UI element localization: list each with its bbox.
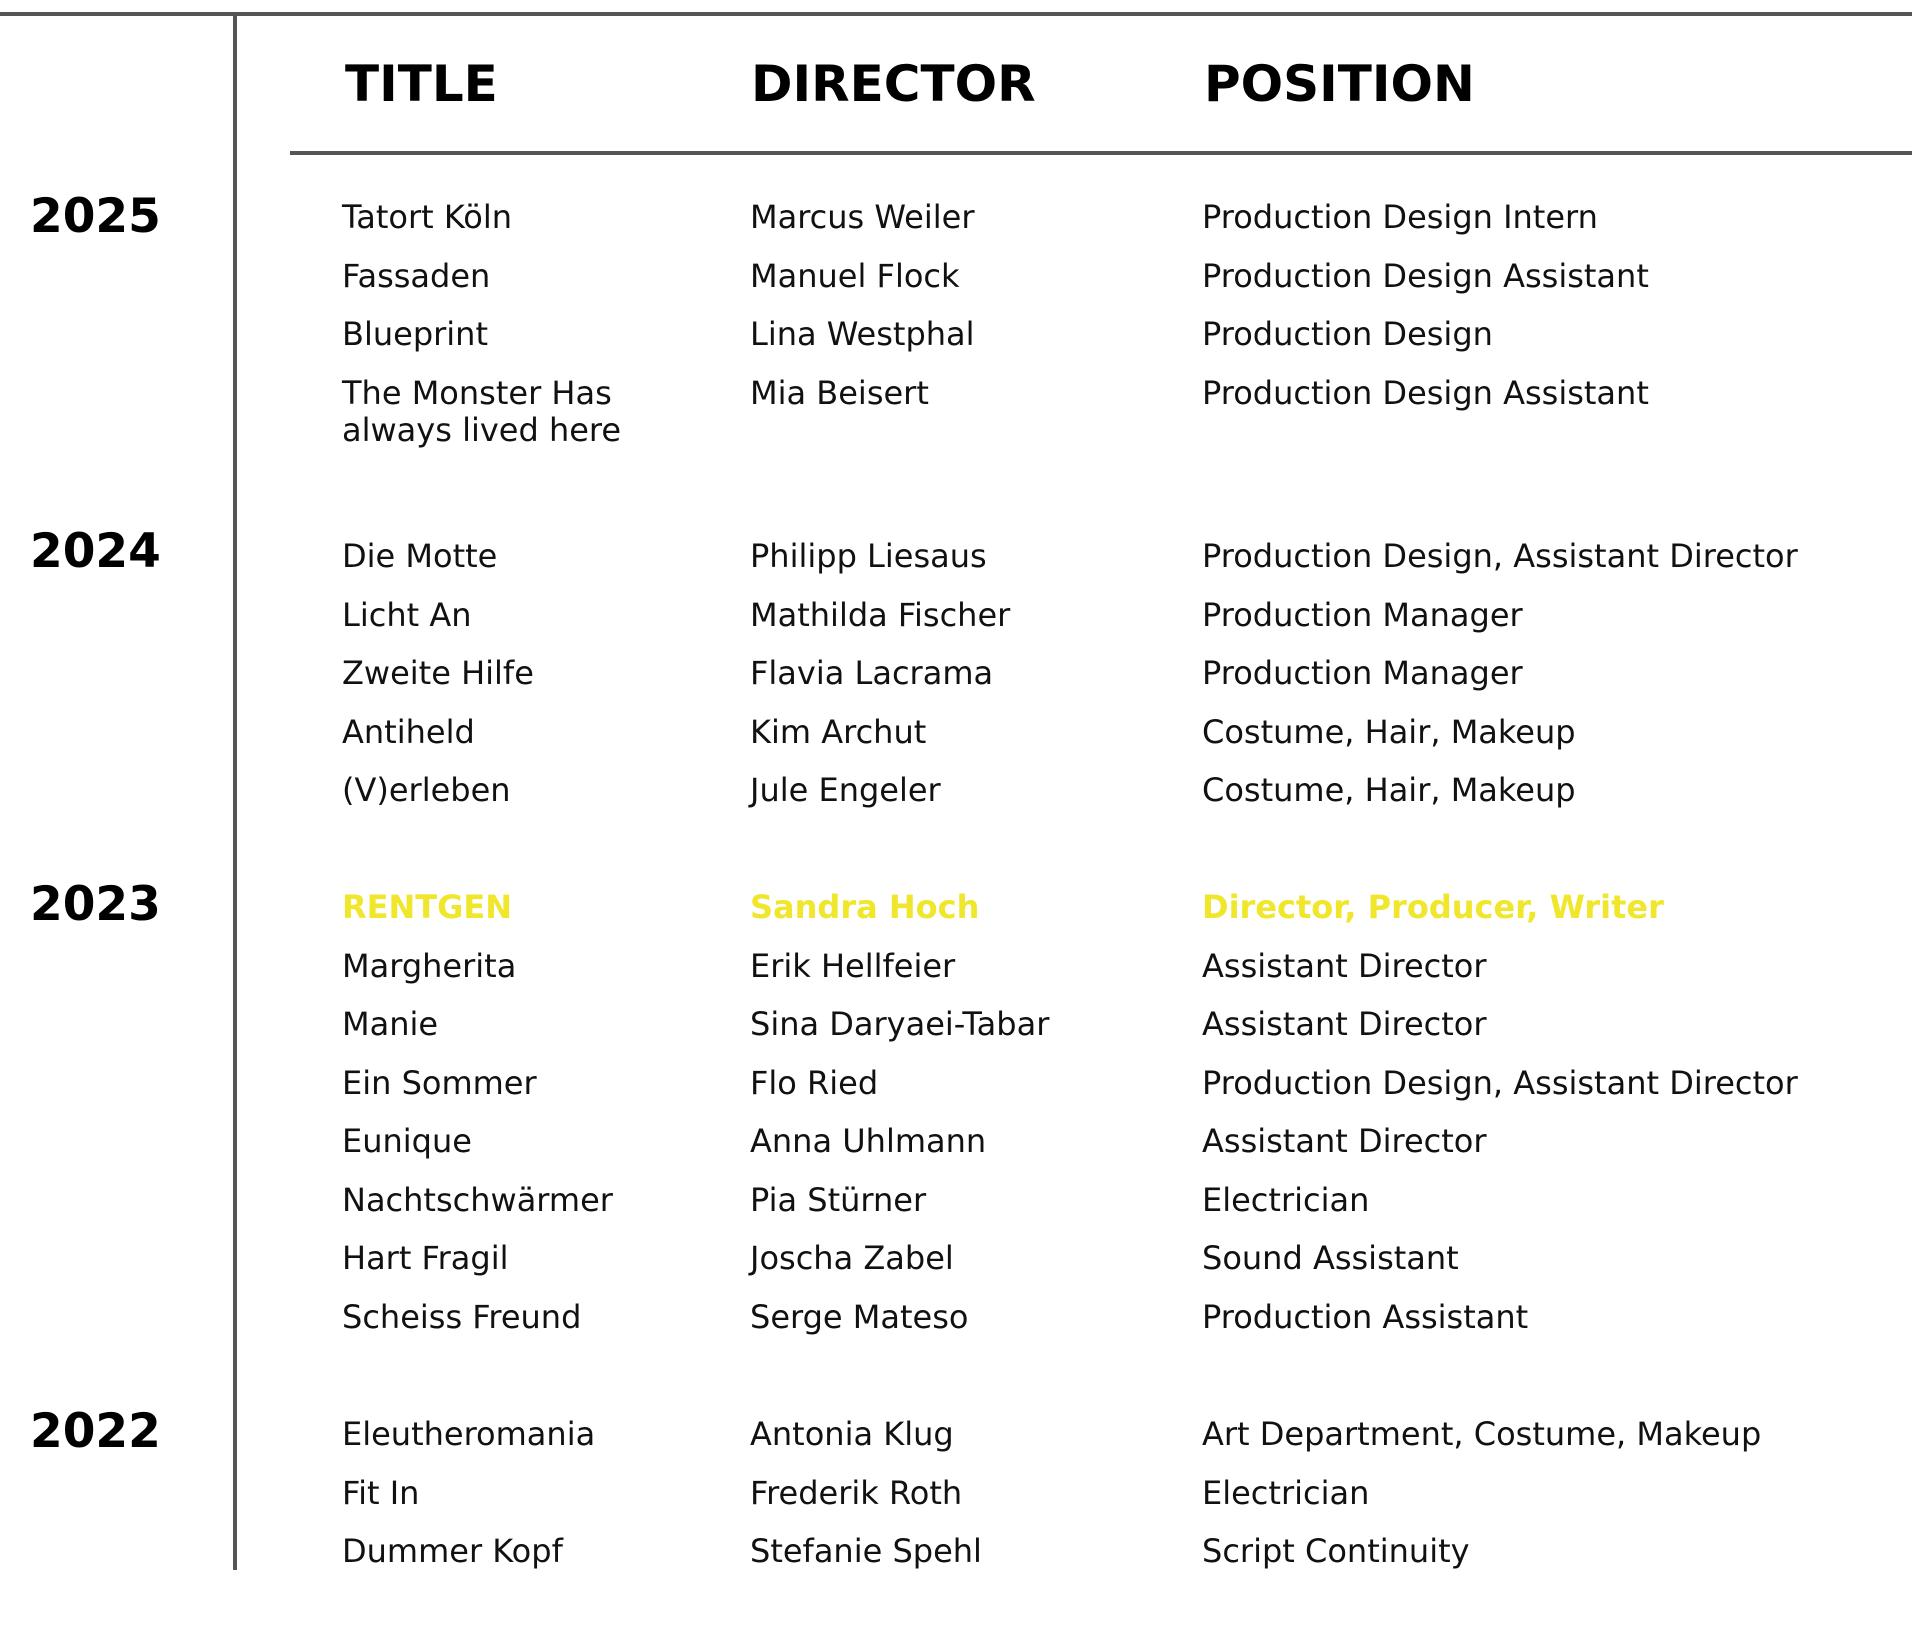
list-item xyxy=(0,714,1920,773)
year-label-2022: 2022 xyxy=(30,1404,161,1459)
entry-title: Scheiss Freund xyxy=(342,1297,582,1336)
list-item xyxy=(0,1299,1920,1358)
entry-title: Eunique xyxy=(342,1122,472,1160)
entry-position: Costume, Hair, Makeup xyxy=(1202,771,1576,809)
entry-director: Manuel Flock xyxy=(750,256,960,295)
entry-director: Joscha Zabel xyxy=(750,1239,954,1277)
list-item xyxy=(0,258,1920,317)
entry-title: Nachtschwärmer xyxy=(342,1180,613,1219)
entry-position: Assistant Director xyxy=(1202,1005,1487,1043)
entry-director: Sandra Hoch xyxy=(750,888,980,926)
entry-director: Lina Westphal xyxy=(750,315,975,353)
entry-title: Zweite Hilfe xyxy=(342,654,534,692)
entry-director: Serge Mateso xyxy=(750,1297,969,1336)
entry-director: Anna Uhlmann xyxy=(750,1122,987,1160)
entry-title: Licht An xyxy=(342,595,472,634)
column-header-title: TITLE xyxy=(345,55,498,113)
entry-title: Dummer Kopf xyxy=(342,1532,563,1570)
list-item xyxy=(0,199,1920,258)
entry-title: Fit In xyxy=(342,1473,420,1512)
entry-position: Sound Assistant xyxy=(1202,1239,1459,1277)
entry-director: Jule Engeler xyxy=(750,771,941,809)
entry-title: The Monster Has always lived here xyxy=(342,373,622,449)
entry-title: (V)erleben xyxy=(342,771,511,809)
top-rule xyxy=(0,12,1912,16)
entry-title: Tatort Köln xyxy=(342,198,512,236)
entry-title: Manie xyxy=(342,1005,439,1043)
entry-director: Frederik Roth xyxy=(750,1473,963,1512)
entry-position: Production Design, Assistant Director xyxy=(1202,1063,1798,1102)
list-item xyxy=(0,1123,1920,1182)
entry-position: Electrician xyxy=(1202,1473,1370,1512)
year-label-2023: 2023 xyxy=(30,877,161,932)
year-group-2023 xyxy=(0,889,1920,1357)
entry-position: Assistant Director xyxy=(1202,1122,1487,1160)
list-item-highlighted xyxy=(0,889,1920,948)
header-rule xyxy=(290,151,1912,155)
entry-director: Erik Hellfeier xyxy=(750,946,956,985)
year-group-2025 xyxy=(0,198,1920,449)
list-item xyxy=(0,1475,1920,1534)
entry-title: Antiheld xyxy=(342,712,475,751)
column-header-position: POSITION xyxy=(1204,55,1475,113)
list-item xyxy=(0,1416,1920,1475)
entry-position: Production Design Intern xyxy=(1202,198,1598,236)
year-group-2022 xyxy=(0,1416,1920,1592)
entry-position: Production Assistant xyxy=(1202,1297,1529,1336)
entry-director: Marcus Weiler xyxy=(750,198,975,236)
entry-position: Production Design Assistant xyxy=(1202,373,1649,412)
entry-title: RENTGEN xyxy=(342,888,513,926)
entry-position: Art Department, Costume, Makeup xyxy=(1202,1415,1762,1453)
entry-director: Mathilda Fischer xyxy=(750,595,1011,634)
entry-director: Pia Stürner xyxy=(750,1180,927,1219)
entry-title: Hart Fragil xyxy=(342,1239,509,1277)
list-item xyxy=(0,1533,1920,1592)
list-item xyxy=(0,948,1920,1007)
entry-position: Production Manager xyxy=(1202,654,1523,692)
year-group-2024 xyxy=(0,538,1920,831)
list-item xyxy=(0,1240,1920,1299)
entry-title: Die Motte xyxy=(342,537,498,575)
list-item xyxy=(0,1065,1920,1124)
entry-title: Fassaden xyxy=(342,256,491,295)
entry-position: Director, Producer, Writer xyxy=(1202,888,1664,926)
entry-director: Kim Archut xyxy=(750,712,927,751)
entry-title: Eleutheromania xyxy=(342,1415,596,1453)
entry-director: Flo Ried xyxy=(750,1063,879,1102)
entry-position: Production Design, Assistant Director xyxy=(1202,537,1798,575)
year-label-2025: 2025 xyxy=(30,189,161,244)
entry-director: Sina Daryaei-Tabar xyxy=(750,1005,1050,1043)
list-item xyxy=(0,538,1920,597)
entry-position: Production Design xyxy=(1202,315,1493,353)
entry-title: Blueprint xyxy=(342,315,488,353)
list-item xyxy=(0,373,1920,449)
entry-position: Production Manager xyxy=(1202,595,1523,634)
list-item xyxy=(0,597,1920,656)
list-item xyxy=(0,1182,1920,1241)
list-item xyxy=(0,655,1920,714)
entry-director: Flavia Lacrama xyxy=(750,654,994,692)
entry-position: Costume, Hair, Makeup xyxy=(1202,712,1576,751)
list-item xyxy=(0,772,1920,831)
year-label-2024: 2024 xyxy=(30,524,161,579)
entry-director: Philipp Liesaus xyxy=(750,537,987,575)
list-item xyxy=(0,1006,1920,1065)
entry-position: Electrician xyxy=(1202,1180,1370,1219)
entry-position: Script Continuity xyxy=(1202,1532,1470,1570)
column-header-director: DIRECTOR xyxy=(751,55,1036,113)
list-item xyxy=(0,316,1920,375)
entry-title: Margherita xyxy=(342,946,517,985)
entry-director: Stefanie Spehl xyxy=(750,1532,982,1570)
entry-director: Antonia Klug xyxy=(750,1415,954,1453)
entry-position: Assistant Director xyxy=(1202,946,1487,985)
entry-position: Production Design Assistant xyxy=(1202,256,1649,295)
entry-director: Mia Beisert xyxy=(750,373,929,412)
entry-title: Ein Sommer xyxy=(342,1063,537,1102)
